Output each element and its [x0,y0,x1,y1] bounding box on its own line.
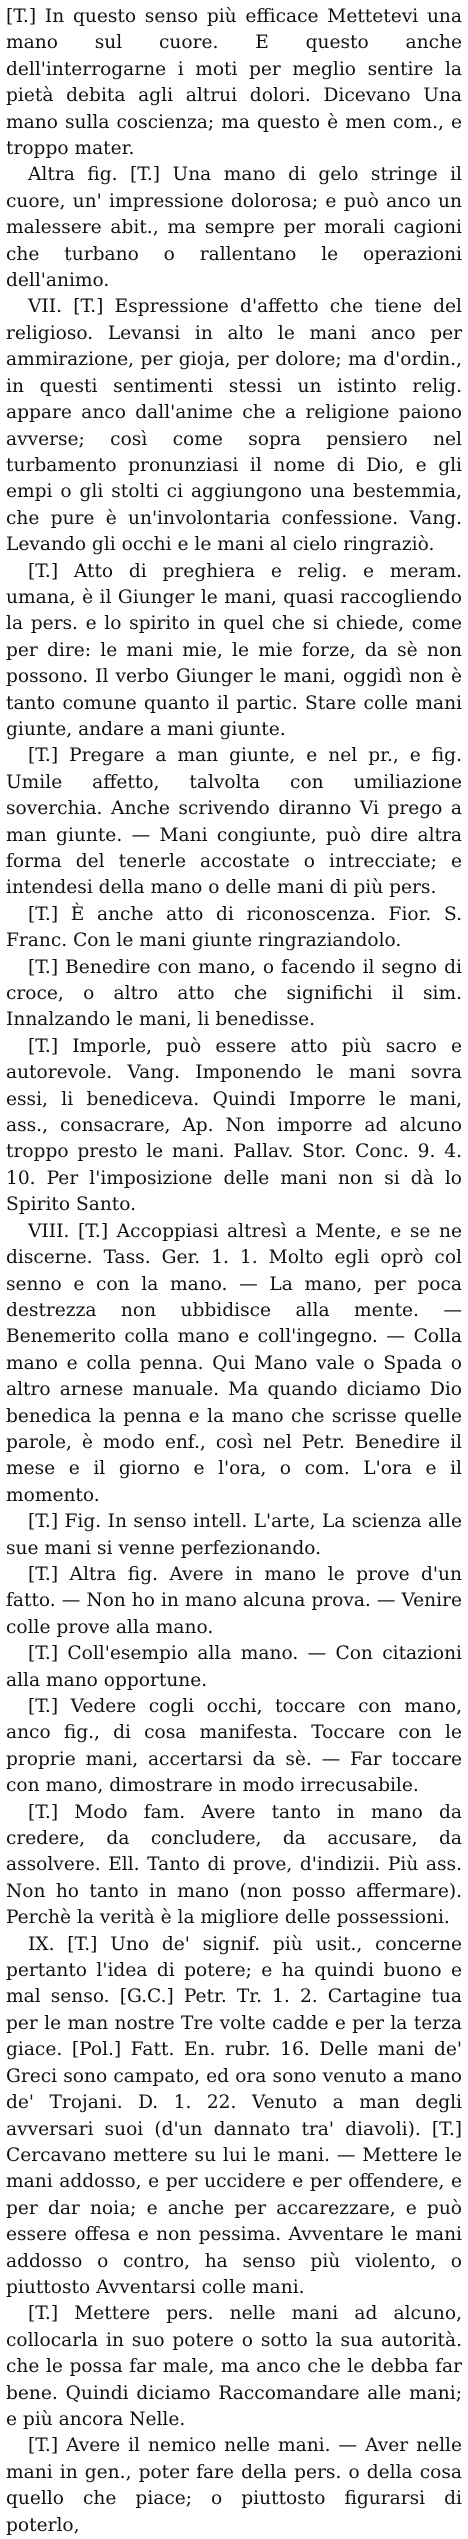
paragraph-14: [T.] Modo fam. Avere tanto in mano da credere, da concludere, da accusare, da assolvere. Ell. Tanto di prove, d'indizii. Più ass. Non ho tanto in mano (non posso affermare). Perchè la verità è la migliore delle possessioni. [6,1801,462,1929]
paragraph-3: VII. [T.] Espressione d'affetto che tiene del religioso. Levansi in alto le mani anco per ammirazione, per gioja, per dolore; ma d'ordin., in questi sentimenti stessi un istinto relig. appare anco dall'anime che a religione paiono avverse; così come sopra pensiero nel turbamento pronunziasi il nome di Dio, e gli empi o gli stolti ci aggiungono una bestemmia, che pure è un'involontaria confessione. Vang. Levando gli occhi e le mani al cielo ringraziò. [6,296,462,556]
paragraph-17: [T.] Avere il nemico nelle mani. — Aver nelle mani in gen., poter fare della pers. o della cosa quello che piace; o piuttosto figurarsi di poterlo, [6,2435,462,2536]
paragraph-10: [T.] Fig. In senso intell. L'arte, La scienza alle sue mani si venne perfezionando. [6,1511,462,1559]
paragraph-9: VIII. [T.] Accoppiasi altresì a Mente, e se ne discerne. Tass. Ger. 1. 1. Molto egli oprò col senno e con la mano. — La mano, per poca destrezza non ubbidisce alla mente. — Benemerito colla mano e coll'ingegno. — Colla mano e colla penna. Qui Mano vale o Spada o altro arnese manuale. Ma quando diciamo Dio benedica la penna e la mano che scrisse quelle parole, è modo enf., così nel Petr. Benedire il mese e il giorno e l'ora, o com. L'ora e il momento. [6,1220,462,1506]
paragraph-12: [T.] Coll'esempio alla mano. — Con citazioni alla mano opportune. [6,1643,462,1691]
paragraph-16: [T.] Mettere pers. nelle mani ad alcuno, collocarla in suo potere o sotto la sua autorità. che le possa far male, ma anco che le debba far bene. Quindi diciamo Raccomandare alle mani; e più ancora Nelle. [6,2303,462,2430]
paragraph-1: [T.] In questo senso più efficace Mettetevi una mano sul cuore. E questo anche dell'interrogarne i moti per meglio sentire la pietà debita agli altrui dolori. Dicevano Una mano sulla coscienza; ma questo è men com., e troppo mater. [6,6,462,160]
paragraph-5: [T.] Pregare a man giunte, e nel pr., e fig. Umile affetto, talvolta con umiliazione soverchia. Anche scrivendo diranno Vi prego a man giunte. — Mani congiunte, può dire altra forma del tenerle accostate o intrecciate; e intendesi della mano o delle mani di più pers. [6,745,462,899]
paragraph-2: Altra fig. [T.] Una mano di gelo stringe il cuore, un' impressione dolorosa; e può anco un malessere abit., ma sempre per morali cagioni che turbano o rallentano le operazioni dell'animo. [6,164,462,292]
paragraph-7: [T.] Benedire con mano, o facendo il segno di croce, o altro atto che significhi il sim. Innalzando le mani, li benedisse. [6,956,462,1031]
paragraph-13: [T.] Vedere cogli occhi, toccare con mano, anco fig., di cosa manifesta. Toccare con le proprie mani, accertarsi da sè. — Far toccare con mano, dimostrare in modo irrecusabile. [6,1696,462,1797]
paragraph-6: [T.] È anche atto di riconoscenza. Fior. S. Franc. Con le mani giunte ringraziandolo. [6,903,462,952]
paragraph-15: IX. [T.] Uno de' signif. più usit., concerne pertanto l'idea di potere; e ha quindi buono e mal senso. [G.C.] Petr. Tr. 1. 2. Cartagine tua per le man nostre Tre volte cadde e per la terza giace. [Pol.] Fatt. En. rubr. 16. Delle mani de' Greci sono campato, ed ora sono venuto a mano de' Trojani. D. 1. 22. Venuto a man degli avversari suoi (d'un dannato tra' diavoli). [T.] Cercavano mettere su lui le mani. — Mettere le mani addosso, e per uccidere e per offendere, e per dar noia; e anche per accarezzare, e può essere offesa e non pessima. Avventare le mani addosso o contro, ha senso più violento, o piuttosto Avventarsi colle mani. [6,1933,462,2298]
paragraph-11: [T.] Altra fig. Avere in mano le prove d'un fatto. — Non ho in mano alcuna prova. — Venire colle prove alla mano. [6,1563,462,1638]
paragraph-4: [T.] Atto di preghiera e relig. e meram. umana, è il Giunger le mani, quasi raccogliendo la pers. e lo spirito in quel che si chiede, come per dire: le mani mie, le mie forze, da sè non possono. Il verbo Giunger le mani, oggidì non è tanto comune quanto il partic. Stare colle mani giunte, andare a mani giunte. [6,560,462,740]
paragraph-8: [T.] Imporle, può essere atto più sacro e autorevole. Vang. Imponendo le mani sovra essi, li benediceva. Quindi Imporre le mani, ass., consacrare, Ap. Non imporre ad alcuno troppo presto le mani. Pallav. Stor. Conc. 9. 4. 10. Per l'imposizione delle mani non si dà lo Spirito Santo. [6,1035,462,1216]
